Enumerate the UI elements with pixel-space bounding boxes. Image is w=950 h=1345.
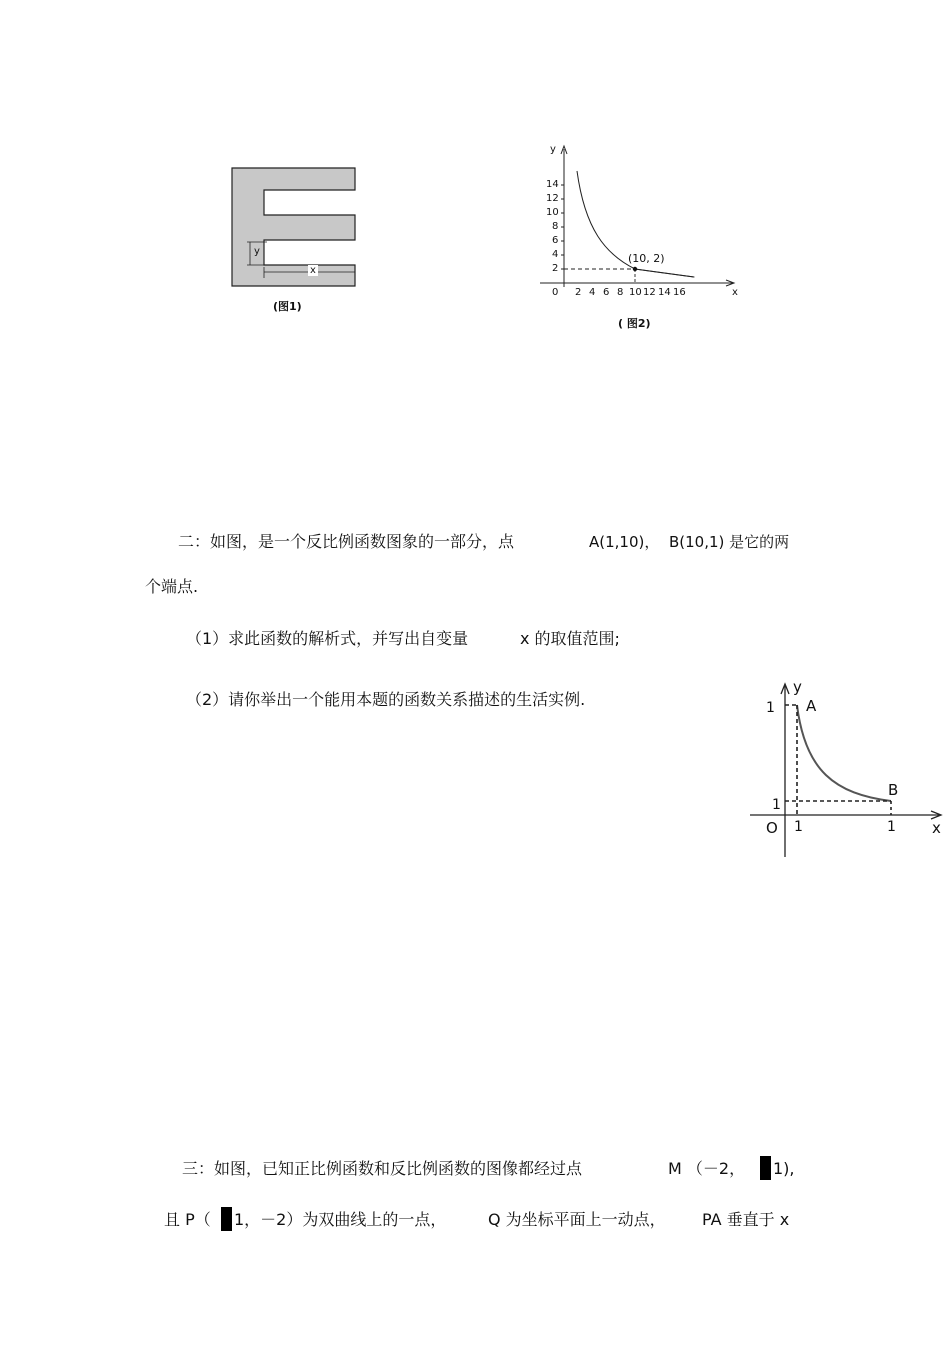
figure-2-origin: 0: [552, 287, 559, 298]
figure-3-y-tick-top: 1: [766, 700, 775, 716]
y-tick-label: 12: [546, 193, 559, 204]
figure-3-y-axis-label: y: [793, 678, 802, 696]
x-tick-label: 4: [589, 287, 596, 298]
question-1b: x 的取值范围;: [520, 629, 620, 648]
point-a-label: A: [806, 697, 817, 715]
point-b-label: B: [888, 781, 899, 799]
figure-1-x-label: x: [310, 265, 316, 276]
figure-2: [530, 139, 749, 339]
figure-3-x-tick-left: 1: [794, 819, 803, 835]
y-tick-label: 14: [546, 179, 559, 190]
x-tick-label: 16: [673, 287, 686, 298]
y-tick-label: 10: [546, 207, 559, 218]
y-tick-label: 6: [552, 235, 559, 246]
x-tick-label: 8: [617, 287, 624, 298]
point-a-coordinates: A(1,10)，: [589, 533, 660, 551]
problem-2-line-1c: B(10,1) 是它的两: [669, 533, 790, 551]
figure-1: [217, 148, 369, 324]
figure-3-y-tick-bottom: 1: [772, 797, 781, 813]
y-tick-label: 4: [552, 249, 559, 260]
y-tick-label: 2: [552, 263, 559, 274]
figure-2-y-axis-label: y: [550, 144, 556, 155]
question-2: （2）请你举出一个能用本题的函数关系描述的生活实例.: [186, 690, 586, 709]
redaction-mark: [221, 1207, 232, 1231]
x-tick-label: 6: [603, 287, 610, 298]
point-label: (10, 2): [628, 252, 665, 265]
figure-3-x-tick-right: 1: [887, 819, 896, 835]
figure-2-caption: ( 图2): [618, 317, 651, 330]
question-1a: （1）求此函数的解析式，并写出自变量: [186, 629, 469, 648]
problem-3-point-m: M （－2，: [668, 1159, 746, 1178]
figure-1-caption: (图1): [273, 300, 302, 313]
problem-2-line-1a: 二：如图，是一个反比例函数图象的一部分，点: [178, 532, 515, 551]
figure-3-x-axis-label: x: [932, 819, 941, 837]
figure-2-x-axis-label: x: [732, 287, 738, 298]
y-tick-label: 8: [552, 221, 559, 232]
x-tick-label: 14: [658, 287, 671, 298]
problem-3-line-2c: Q 为坐标平面上一动点，: [488, 1210, 666, 1229]
problem-2-line-2: 个端点.: [145, 577, 199, 596]
problem-3-line-2d: PA 垂直于 x: [702, 1210, 790, 1229]
figure-3: [745, 676, 945, 861]
x-tick-label: 2: [575, 287, 582, 298]
problem-3-line-1c: 1),: [773, 1159, 795, 1178]
figure-2-chart: [530, 139, 749, 339]
figure-3-origin: O: [766, 819, 778, 837]
redaction-mark: [760, 1156, 771, 1180]
problem-3-line-1a: 三：如图，已知正比例函数和反比例函数的图像都经过点: [182, 1159, 583, 1178]
problem-3-line-2b: 1，－2）为双曲线上的一点，: [234, 1210, 447, 1229]
figure-1-y-label: y: [254, 246, 260, 257]
x-tick-label: 12: [643, 287, 656, 298]
problem-3-line-2a: 且 P（: [164, 1210, 211, 1229]
x-tick-label: 10: [629, 287, 642, 298]
